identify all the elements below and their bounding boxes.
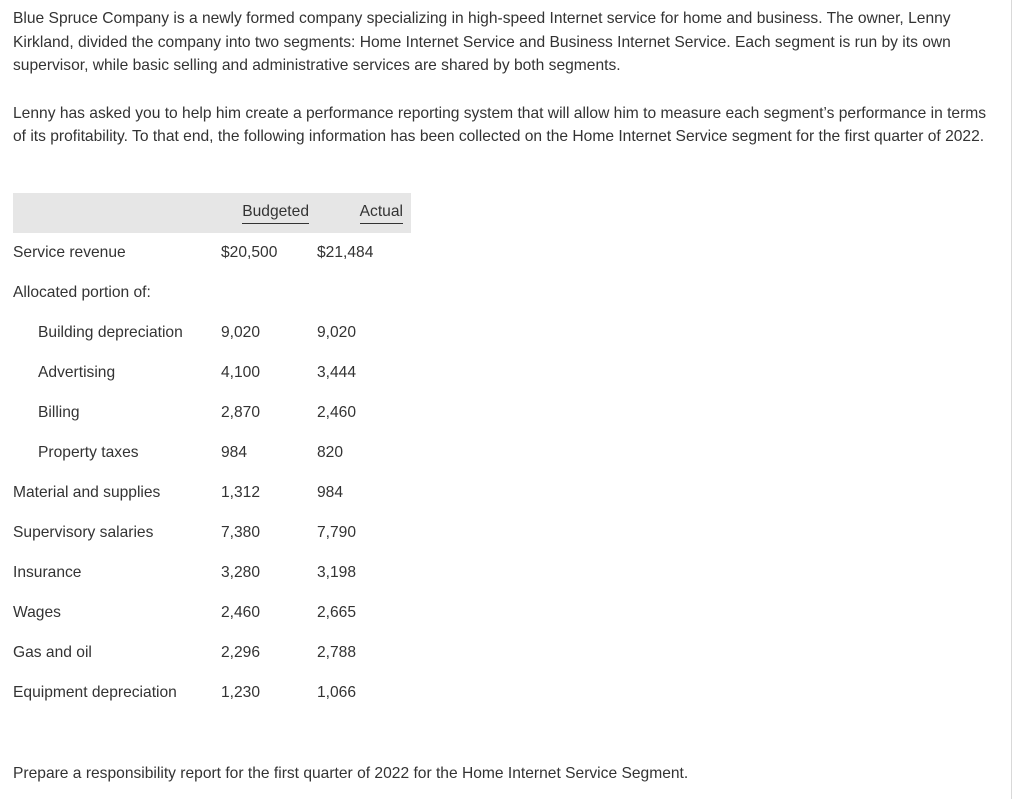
budgeted-value: 1,312: [221, 484, 261, 501]
budgeted-value: 7,380: [221, 524, 261, 541]
actual-value: 3,444: [317, 364, 357, 381]
problem-text: [13, 0, 998, 149]
actual-value: 3,198: [317, 564, 357, 581]
page-right-border: [1011, 0, 1012, 799]
table-row: [13, 553, 411, 593]
table-row: [13, 233, 411, 273]
budgeted-value: 1,230: [221, 684, 261, 701]
actual-value: [317, 273, 411, 313]
budgeted-value: 2,296: [221, 644, 261, 661]
actual-value: 7,790: [317, 524, 357, 541]
table-row: [13, 273, 411, 313]
table-row: [13, 593, 411, 633]
row-label: Allocated portion of:: [13, 284, 151, 301]
header-actual: [317, 193, 411, 233]
table-row: [13, 313, 411, 353]
row-label: Equipment depreciation: [13, 684, 177, 701]
header-budgeted: [221, 193, 317, 233]
actual-heading: Actual: [360, 203, 403, 224]
row-label: Building depreciation: [38, 324, 183, 341]
task-instruction: Prepare a responsibility report for the first quarter of 2022 for the Home Internet Service Segment.: [13, 765, 689, 782]
header-label-cell: [13, 193, 221, 233]
table-header-row: [13, 193, 411, 233]
actual-value: 9,020: [317, 324, 357, 341]
budgeted-value: 2,460: [221, 604, 261, 621]
budgeted-value: 4,100: [221, 364, 261, 381]
budgeted-value: $20,500: [221, 244, 278, 261]
row-label: Property taxes: [38, 444, 139, 461]
table-row: [13, 433, 411, 473]
table-row: [13, 353, 411, 393]
segment-data-table: [13, 193, 411, 713]
budgeted-value: 9,020: [221, 324, 261, 341]
budgeted-value: 2,870: [221, 404, 261, 421]
row-label: Material and supplies: [13, 484, 161, 501]
budgeted-value: 3,280: [221, 564, 261, 581]
table-row: [13, 633, 411, 673]
actual-value: 820: [317, 444, 344, 461]
actual-value: $21,484: [317, 244, 374, 261]
row-label: Supervisory salaries: [13, 524, 154, 541]
budgeted-heading: Budgeted: [242, 203, 309, 224]
row-label: Gas and oil: [13, 644, 92, 661]
table-row: [13, 473, 411, 513]
actual-value: 2,665: [317, 604, 357, 621]
row-label: Service revenue: [13, 244, 126, 261]
intro-paragraph-2: Lenny has asked you to help him create a performance reporting system that will allow him to measure each segment’s performance in terms of its profitability. To that end, the following information has been collected on the Home Internet Service segment for the first quarter of 2022.: [13, 104, 987, 145]
table-row: [13, 513, 411, 553]
actual-value: 984: [317, 484, 344, 501]
budgeted-value: [221, 273, 317, 313]
row-label: Wages: [13, 604, 61, 621]
table-row: [13, 393, 411, 433]
budgeted-value: 984: [221, 444, 248, 461]
actual-value: 1,066: [317, 684, 357, 701]
row-label: Advertising: [38, 364, 116, 381]
actual-value: 2,460: [317, 404, 357, 421]
intro-paragraph-1: Blue Spruce Company is a newly formed company specializing in high-speed Internet service for home and business. The owner, Lenny Kirkland, divided the company into two segments: Home Internet Service and Business Internet Service. Each segment is run by its own supervisor, while basic selling and administrative services are shared by both segments.: [13, 10, 951, 74]
table-row: [13, 673, 411, 713]
row-label: Insurance: [13, 564, 82, 581]
actual-value: 2,788: [317, 644, 357, 661]
row-label: Billing: [38, 404, 80, 421]
